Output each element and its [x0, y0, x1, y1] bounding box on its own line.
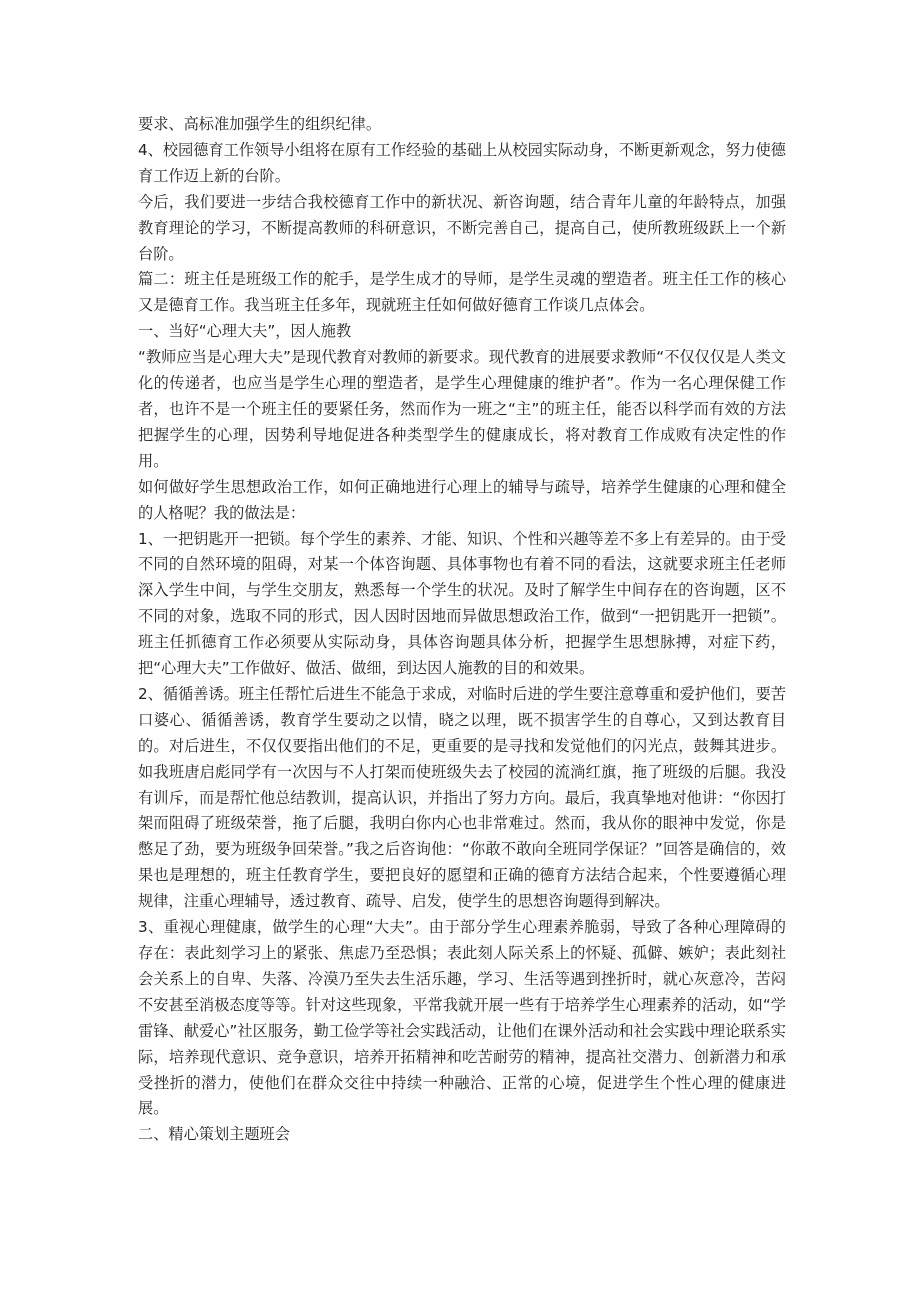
paragraph-point-4: 4、校园德育工作领导小组将在原有工作经验的基础上从校园实际动身，不断更新观念，努力使德育工作迈上新的台阶。: [138, 140, 786, 185]
paragraph-item-1: 1、一把钥匙开一把锁。每个学生的素养、才能、知识、个性和兴趣等差不多上有差异的。由于受不同的自然环境的阻碍，对某一个体咨询题、具体事物也有着不同的看法，这就要求班主任老师深入学生中间，与学生交朋友，熟悉每一个学生的状况。及时了解学生中间存在的咨询题，区不不同的对象，选取不同的形式，因人因时因地而异做思想政治工作，做到“一把钥匙开一把锁”。班主任抓德育工作必须要从实际动身，具体咨询题具体分析，把握学生思想脉搏，对症下药，把“心理大夫”工作做好、做活、做细，到达因人施教的目的和效果。: [138, 529, 786, 678]
paragraph-item-2: 2、循循善诱。班主任帮忙后进生不能急于求成，对临时后进的学生要注意尊重和爱护他们，要苦口婆心、循循善诱，教育学生要动之以情，晓之以理，既不损害学生的自尊心，又到达教育目的。对后进生，不仅仅要指出他们的不足，更重要的是寻找和发觉他们的闪光点，鼓舞其进步。如我班唐启彪同学有一次因与不人打架而使班级失去了校园的流淌红旗，拖了班级的后腿。我没有训斥，而是帮忙他总结教训，提高认识，并指出了努力方向。最后，我真挚地对他讲：“你因打架而阻碍了班级荣誉，拖了后腿，我明白你内心也非常难过。然而，我从你的眼神中发觉，你是憋足了劲，要为班级争回荣誉。”我之后咨询他：“你敢不敢向全班同学保证？”回答是确信的，效果也是理想的，班主任教育学生，要把良好的愿望和正确的德育方法结合起来，个性要遵循心理规律，注重心理辅导，透过教育、疏导、启发，使学生的思想咨询题得到解决。: [138, 684, 786, 911]
section-heading-two: 二、精心策划主题班会: [138, 1125, 290, 1144]
section-heading-one: 一、当好“心理大夫”，因人施教: [138, 322, 352, 341]
paragraph-intro-fragment: 要求、高标准加强学生的组织纪律。: [138, 115, 381, 133]
paragraph-method-question: 如何做好学生思想政治工作，如何正确地进行心理上的辅导与疏导，培养学生健康的心理和健全的人格呢？我的做法是：: [138, 477, 786, 522]
paragraph-future-plan: 今后，我们要进一步结合我校德育工作中的新状况、新咨询题，结合青年儿童的年龄特点，加强教育理论的学习，不断提高教师的科研意识，不断完善自己，提高自己，使所教班级跃上一个新台阶。: [138, 192, 786, 263]
document-body: [138, 112, 786, 1148]
paragraph-psychology-doctor: “教师应当是心理大夫”是现代教育对教师的新要求。现代教育的进展要求教师“不仅仅仅是人类文化的传递者，也应当是学生心理的塑造者，是学生心理健康的维护者”。作为一名心理保健工作者，也许不是一个班主任的要紧任务，然而作为一班之“主”的班主任，能否以科学而有效的方法把握学生的心理，因势利导地促进各种类型学生的健康成长，将对教育工作成败有决定性的作用。: [138, 348, 786, 470]
paragraph-part-two-intro: 篇二：班主任是班级工作的舵手，是学生成才的导师，是学生灵魂的塑造者。班主任工作的核心又是德育工作。我当班主任多年，现就班主任如何做好德育工作谈几点体会。: [138, 270, 786, 315]
paragraph-item-3: 3、重视心理健康，做学生的心理“大夫”。由于部分学生心理素养脆弱，导致了各种心理障碍的存在：表此刻学习上的紧张、焦虑乃至恐惧；表此刻人际关系上的怀疑、孤僻、嫉妒；表此刻社会关系上的自卑、失落、冷漠乃至失去生活乐趣，学习、生活等遇到挫折时，就心灰意冷，苦闷不安甚至消极态度等等。针对这些现象，平常我就开展一些有于培养学生心理素养的活动，如“学雷锋、献爱心”社区服务，勤工俭学等社会实践活动，让他们在课外活动和社会实践中理论联系实际，培养现代意识、竞争意识，培养开拓精神和吃苦耐劳的精神，提高社交潜力、创新潜力和承受挫折的潜力，使他们在群众交往中持续一种融洽、正常的心境，促进学生个性心理的健康进展。: [138, 918, 786, 1118]
